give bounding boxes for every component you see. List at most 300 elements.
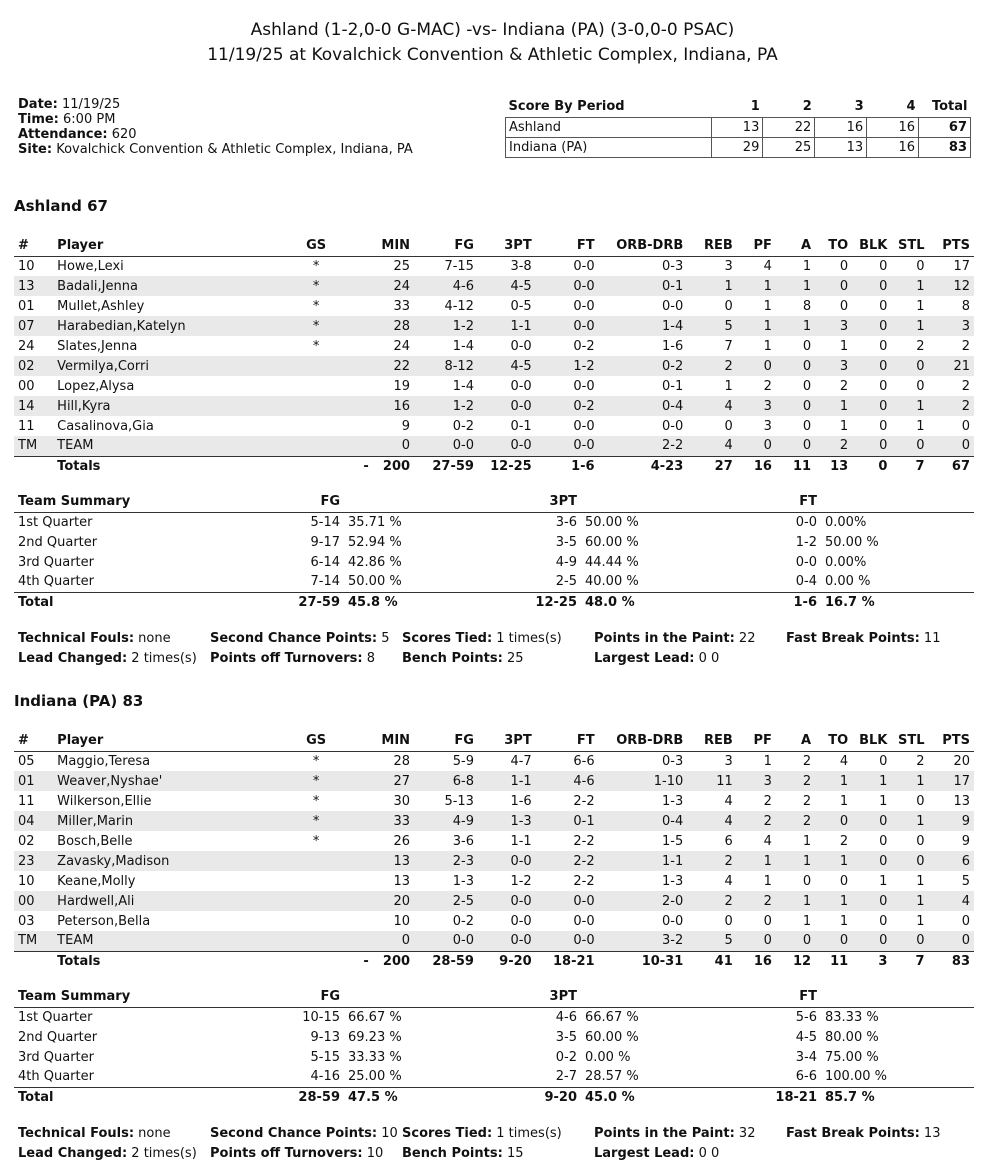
stat-min: 0: [373, 931, 414, 951]
summary-fg-made: 4-16: [310, 1069, 340, 1085]
stat-gs: *: [312, 753, 320, 769]
misc-fbp: [786, 1124, 940, 1144]
stat-min: 16: [373, 396, 414, 416]
summary-header-row: [14, 987, 974, 1007]
score-row-indiana: [506, 137, 971, 157]
stat-jersey: 24: [18, 338, 35, 354]
header-to: TO: [815, 236, 852, 256]
stat-3pt: 0-1: [510, 418, 532, 434]
summary-row: [14, 1047, 974, 1067]
misc-fbp-label: Fast Break Points:: [786, 631, 920, 646]
stat-fg: 5-13: [444, 793, 474, 809]
misc-pot-label: Points off Turnovers:: [210, 1146, 363, 1161]
stat-min: 33: [393, 298, 411, 314]
stat-jersey: 04: [14, 811, 53, 831]
period-header: 2: [763, 97, 815, 117]
stat-player: Harabedian,Katelyn: [53, 316, 259, 336]
stat-pf: 1: [737, 851, 776, 871]
summary-fg-made: 7-14: [310, 574, 340, 590]
summary-total-3pt-pct: 45.0 %: [581, 1087, 691, 1107]
score-cell: 29: [712, 137, 763, 157]
stat-fg: 1-2: [414, 316, 478, 336]
stat-gs: *: [312, 793, 320, 809]
header-pf: PF: [737, 236, 776, 256]
summary-fg-made: 6-14: [310, 554, 340, 570]
stat-jersey: 01: [18, 298, 35, 314]
stat-stl: 1: [891, 396, 928, 416]
stat-gs: [259, 436, 372, 456]
stat-stl: 0: [916, 793, 925, 809]
stat-to: 2: [839, 833, 849, 849]
stat-pf: 0: [737, 356, 776, 376]
stat-3pt: 0-0: [478, 891, 536, 911]
stat-reb: 1: [687, 276, 736, 296]
misc-pot-value: 8: [366, 651, 375, 666]
stat-a: 8: [802, 298, 812, 314]
stat-blk: 0: [879, 258, 888, 274]
summary-3pt-pct: 60.00 %: [585, 534, 639, 550]
misc-scp-label: Second Chance Points:: [210, 1126, 378, 1141]
stat-gs: *: [312, 338, 320, 354]
summary-fg-pct: 25.00 %: [348, 1069, 402, 1085]
game-info: [18, 97, 413, 157]
stat-pts: 17: [928, 771, 974, 791]
stat-ft: 2-2: [573, 833, 595, 849]
stat-to: 1: [815, 771, 852, 791]
total-orb-drb: 4-23: [599, 456, 688, 476]
stat-pts: 17: [953, 258, 970, 274]
stat-to: 0: [839, 258, 849, 274]
header-pts: PTS: [928, 731, 974, 751]
site-line: Site: Kovalchick Convention & Athletic Complex, Indiana, PA: [18, 142, 413, 157]
summary-total-ft-pct: 16.7 %: [821, 592, 974, 612]
stat-orb-drb: 0-0: [662, 298, 684, 314]
stat-reb: 0: [724, 298, 733, 314]
header-pts: PTS: [928, 236, 974, 256]
misc-largest-label: Largest Lead:: [594, 1146, 695, 1161]
stat-reb: 4: [687, 396, 736, 416]
misc-paint: [594, 629, 755, 649]
stat-pf: 1: [763, 298, 772, 314]
total-ft: 1-6: [536, 456, 599, 476]
summary-fg-pct: 69.23 %: [348, 1029, 402, 1045]
stat-a: 2: [802, 753, 812, 769]
stat-fg: 2-3: [414, 851, 478, 871]
misc-largest: [594, 1144, 719, 1164]
stat-jersey: 00: [14, 891, 53, 911]
stat-stl: 2: [916, 753, 925, 769]
box-score-table: [14, 731, 974, 971]
stat-a: 0: [802, 378, 812, 394]
stat-blk: 1: [879, 793, 888, 809]
stat-pts: 12: [928, 276, 974, 296]
stat-gs: *: [312, 833, 320, 849]
summary-ft-pct: 0.00 %: [825, 574, 871, 590]
header-ft: FT: [536, 236, 599, 256]
misc-lead: [18, 1144, 197, 1164]
stat-fg: 1-4: [452, 378, 474, 394]
header-to: TO: [815, 731, 852, 751]
stat-stl: 1: [891, 316, 928, 336]
stat-player: Howe,Lexi: [57, 258, 124, 274]
stat-fg: 0-2: [452, 913, 474, 929]
stat-fg: 8-12: [414, 356, 478, 376]
misc-bench-value: 25: [506, 651, 524, 666]
stat-stl: 1: [891, 811, 928, 831]
misc-bench-label: Bench Points:: [402, 1146, 503, 1161]
player-row: [14, 276, 974, 296]
score-row-ashland: [506, 117, 971, 137]
stat-ft: 0-2: [536, 396, 599, 416]
summary-ft-made: 3-4: [795, 1049, 817, 1065]
stat-jersey: 14: [14, 396, 53, 416]
header-orb-drb: ORB-DRB: [599, 236, 688, 256]
score-by-period-header: [506, 97, 971, 117]
stat-pf: 1: [763, 753, 772, 769]
player-row: [14, 791, 974, 811]
stat-min: 19: [393, 378, 411, 394]
player-row: [14, 891, 974, 911]
summary-3pt-pct: 44.44 %: [585, 554, 639, 570]
total-jersey: [14, 456, 53, 476]
stat-player: TEAM: [53, 436, 259, 456]
total-reb: 41: [687, 951, 736, 971]
stat-min: 27: [373, 771, 414, 791]
header-reb: REB: [687, 236, 736, 256]
stat-jersey: 01: [14, 771, 53, 791]
total-orb-drb: 10-31: [599, 951, 688, 971]
stat-orb-drb: 1-3: [662, 793, 684, 809]
period-header: 3: [815, 97, 867, 117]
misc-tech: [18, 629, 171, 649]
stat-blk: 0: [852, 811, 891, 831]
total-min: 200: [373, 456, 414, 476]
summary-3pt-made: 2-5: [555, 574, 577, 590]
player-row: [14, 296, 974, 316]
summary-3pt-pct: 60.00 %: [585, 1029, 639, 1045]
stat-3pt: 1-6: [510, 793, 532, 809]
misc-tied-label: Scores Tied:: [402, 1126, 493, 1141]
stat-reb: 0: [724, 418, 733, 434]
player-row: [14, 316, 974, 336]
header-3pt: 3PT: [478, 236, 536, 256]
stat-fg: 4-12: [444, 298, 474, 314]
stat-orb-drb: 2-0: [599, 891, 688, 911]
stat-jersey: 11: [18, 418, 35, 434]
stat-to: 0: [839, 873, 849, 889]
summary-fg-pct: 42.86 %: [348, 554, 402, 570]
stat-stl: 1: [916, 418, 925, 434]
summary-ft-pct: 0.00%: [825, 554, 867, 570]
misc-tied-value: 1 times(s): [496, 1126, 562, 1141]
stat-pf: 2: [763, 378, 772, 394]
total-reb: 27: [687, 456, 736, 476]
summary-ft-made: 6-6: [795, 1069, 817, 1085]
stat-reb: 11: [687, 771, 736, 791]
summary-row: [14, 572, 974, 592]
summary-3pt-made: 4-9: [555, 554, 577, 570]
stat-pts: 6: [928, 851, 974, 871]
period-header: 4: [867, 97, 919, 117]
misc-fbp-value: 13: [923, 1126, 941, 1141]
summary-spacer: [821, 492, 974, 512]
attendance-line: Attendance: 620: [18, 127, 137, 142]
stat-min: 13: [373, 851, 414, 871]
summary-3pt-pct: 28.57 %: [585, 1069, 639, 1085]
game-title: Ashland (1-2,0-0 G-MAC) -vs- Indiana (PA) (3-0,0-0 PSAC): [250, 20, 735, 40]
stat-player: TEAM: [53, 931, 259, 951]
misc-bench: [402, 649, 523, 669]
summary-row: [14, 532, 974, 552]
summary-3pt-made: 0-2: [555, 1049, 577, 1065]
stat-pts: 0: [928, 931, 974, 951]
stat-fg: 3-6: [452, 833, 474, 849]
summary-total-row: [14, 592, 974, 612]
stat-pf: 1: [737, 276, 776, 296]
stat-a: 0: [776, 436, 815, 456]
score-cell: 25: [763, 137, 815, 157]
score-team: Ashland: [506, 117, 712, 137]
stat-a: 0: [802, 338, 812, 354]
stat-player: Maggio,Teresa: [57, 753, 151, 769]
stat-3pt: 1-3: [478, 811, 536, 831]
stat-min: 24: [393, 338, 411, 354]
stat-3pt: 0-0: [478, 851, 536, 871]
stat-3pt: 3-8: [510, 258, 532, 274]
stat-player: Lopez,Alysa: [57, 378, 135, 394]
stat-to: 3: [815, 356, 852, 376]
summary-total-ft-made: 1-6: [691, 592, 821, 612]
stat-jersey: 03: [18, 913, 35, 929]
header-jersey: #: [14, 731, 53, 751]
summary-row: [14, 1027, 974, 1047]
stat-reb: 1: [724, 378, 733, 394]
player-row: [14, 831, 974, 851]
stat-orb-drb: 0-2: [599, 356, 688, 376]
header-orb-drb: ORB-DRB: [599, 731, 688, 751]
stat-pts: 2: [961, 338, 970, 354]
stat-pf: 0: [737, 436, 776, 456]
stat-pts: 8: [961, 298, 970, 314]
stat-a: 1: [776, 851, 815, 871]
summary-ft-made: 0-0: [795, 514, 817, 530]
stat-pts: 13: [953, 793, 970, 809]
misc-scp-label: Second Chance Points:: [210, 631, 378, 646]
total-stl: 7: [891, 456, 928, 476]
summary-fg-made: 9-13: [310, 1029, 340, 1045]
stat-stl: 1: [891, 276, 928, 296]
stat-pts: 0: [961, 913, 970, 929]
stat-jersey: 13: [14, 276, 53, 296]
stat-a: 1: [802, 258, 812, 274]
summary-total-fg-made: 28-59: [214, 1087, 344, 1107]
stat-orb-drb: 1-10: [599, 771, 688, 791]
stat-3pt: 1-1: [478, 771, 536, 791]
stat-to: 1: [815, 891, 852, 911]
summary-quarter: 2nd Quarter: [18, 1029, 98, 1045]
total-min: 200: [373, 951, 414, 971]
summary-3pt-made: 3-5: [555, 1029, 577, 1045]
misc-paint: [594, 1124, 755, 1144]
summary-total-fg-pct: 45.8 %: [344, 592, 436, 612]
stat-3pt: 1-2: [510, 873, 532, 889]
stat-orb-drb: 0-3: [662, 753, 684, 769]
stat-to: 1: [839, 913, 849, 929]
stat-ft: 1-2: [536, 356, 599, 376]
misc-fbp-label: Fast Break Points:: [786, 1126, 920, 1141]
header-blk: BLK: [852, 731, 891, 751]
stat-blk: 0: [879, 418, 888, 434]
stat-3pt: 0-0: [478, 396, 536, 416]
stat-stl: 0: [891, 436, 928, 456]
stat-orb-drb: 1-1: [599, 851, 688, 871]
stat-to: 0: [815, 276, 852, 296]
misc-bench-value: 15: [506, 1146, 524, 1161]
misc-lead-value: 2 times(s): [131, 1146, 197, 1161]
stat-to: 2: [815, 436, 852, 456]
misc-largest: [594, 649, 719, 669]
stat-ft: 0-0: [573, 913, 595, 929]
stat-pf: 3: [737, 771, 776, 791]
stat-orb-drb: 2-2: [599, 436, 688, 456]
stat-ft: 0-0: [573, 298, 595, 314]
summary-spacer: [581, 987, 691, 1007]
total-to: 13: [815, 456, 852, 476]
misc-fbp: [786, 629, 940, 649]
total-3pt: 9-20: [478, 951, 536, 971]
summary-ft-made: 5-6: [795, 1009, 817, 1025]
stat-player: Slates,Jenna: [57, 338, 138, 354]
stat-3pt: 0-0: [510, 378, 532, 394]
stat-player: Weaver,Nyshae': [53, 771, 259, 791]
stat-to: 2: [839, 378, 849, 394]
misc-lead: [18, 649, 197, 669]
stat-orb-drb: 3-2: [599, 931, 688, 951]
stat-pf: 4: [763, 258, 772, 274]
stat-to: 1: [839, 793, 849, 809]
stat-a: 1: [776, 276, 815, 296]
summary-total-quarter: Total: [14, 592, 214, 612]
summary-spacer: [344, 987, 436, 1007]
stat-fg: 0-0: [414, 931, 478, 951]
summary-fg-header: FG: [214, 492, 344, 512]
stat-jersey: 23: [14, 851, 53, 871]
summary-quarter: 4th Quarter: [18, 574, 94, 590]
total-blk: 3: [852, 951, 891, 971]
stat-fg: 1-3: [452, 873, 474, 889]
stat-gs: [259, 891, 372, 911]
stat-ft: 2-2: [573, 793, 595, 809]
total-to: 11: [815, 951, 852, 971]
misc-tied-label: Scores Tied:: [402, 631, 493, 646]
header-fg: FG: [414, 236, 478, 256]
stat-gs: *: [312, 298, 320, 314]
stat-3pt: 0-5: [510, 298, 532, 314]
total-blk: 0: [852, 456, 891, 476]
header-a: A: [776, 731, 815, 751]
score-by-period-label: Score By Period: [506, 97, 712, 117]
stat-stl: 1: [891, 771, 928, 791]
stat-3pt: 4-5: [478, 356, 536, 376]
summary-quarter: 3rd Quarter: [18, 1049, 94, 1065]
player-row: [14, 931, 974, 951]
stat-to: 3: [815, 316, 852, 336]
stat-3pt: 1-1: [478, 316, 536, 336]
stat-a: 2: [802, 793, 812, 809]
stat-min: 33: [373, 811, 414, 831]
stat-player: Mullet,Ashley: [57, 298, 145, 314]
stat-reb: 5: [687, 931, 736, 951]
player-row: [14, 751, 974, 771]
stat-orb-drb: 0-0: [662, 418, 684, 434]
stat-stl: 0: [891, 356, 928, 376]
stat-min: 30: [393, 793, 411, 809]
stat-pts: 0: [928, 436, 974, 456]
stat-min: 22: [373, 356, 414, 376]
total-stl: 7: [891, 951, 928, 971]
stat-orb-drb: 1-6: [662, 338, 684, 354]
stat-ft: 0-2: [573, 338, 595, 354]
game-subtitle: 11/19/25 at Kovalchick Convention & Athletic Complex, Indiana, PA: [207, 45, 778, 65]
stat-blk: 0: [879, 298, 888, 314]
stat-pf: 2: [737, 891, 776, 911]
stat-blk: 1: [852, 771, 891, 791]
stat-stl: 0: [916, 258, 925, 274]
stat-to: 1: [815, 851, 852, 871]
misc-paint-label: Points in the Paint:: [594, 631, 735, 646]
misc-scp-value: 10: [381, 1126, 398, 1141]
header-player: Player: [53, 236, 259, 256]
stat-reb: 4: [687, 436, 736, 456]
player-row: [14, 376, 974, 396]
stat-to: 1: [815, 396, 852, 416]
summary-ft-pct: 83.33 %: [825, 1009, 879, 1025]
misc-tied-value: 1 times(s): [496, 631, 562, 646]
stat-fg: 1-4: [452, 338, 474, 354]
stat-player: Wilkerson,Ellie: [57, 793, 152, 809]
stat-player: Bosch,Belle: [57, 833, 133, 849]
stat-reb: 7: [724, 338, 733, 354]
stat-gs: [259, 396, 372, 416]
summary-total-3pt-pct: 48.0 %: [581, 592, 691, 612]
stat-ft: 0-1: [536, 811, 599, 831]
total-pf: 16: [737, 456, 776, 476]
misc-largest-label: Largest Lead:: [594, 651, 695, 666]
team-title: Indiana (PA) 83: [14, 692, 144, 710]
total-a: 12: [776, 951, 815, 971]
summary-ft-made: 0-0: [795, 554, 817, 570]
stat-pts: 9: [961, 833, 970, 849]
summary-fg-made: 5-14: [310, 514, 340, 530]
stat-min: 25: [393, 258, 411, 274]
summary-ft-made: 0-4: [795, 574, 817, 590]
misc-scp-value: 5: [381, 631, 390, 646]
total-gs: -: [259, 456, 372, 476]
total-fg: 27-59: [414, 456, 478, 476]
summary-3pt-pct: 66.67 %: [585, 1009, 639, 1025]
stat-3pt: 4-5: [478, 276, 536, 296]
misc-tied: [402, 1124, 562, 1144]
stat-fg: 0-0: [414, 436, 478, 456]
score-cell: 16: [815, 117, 867, 137]
stat-min: 28: [373, 316, 414, 336]
header-gs: GS: [259, 731, 372, 751]
time-line: Time: 6:00 PM: [18, 112, 116, 127]
summary-ft-pct: 50.00 %: [825, 534, 879, 550]
summary-ft-made: 1-2: [795, 534, 817, 550]
stat-player: Miller,Marin: [53, 811, 259, 831]
stat-a: 0: [776, 356, 815, 376]
